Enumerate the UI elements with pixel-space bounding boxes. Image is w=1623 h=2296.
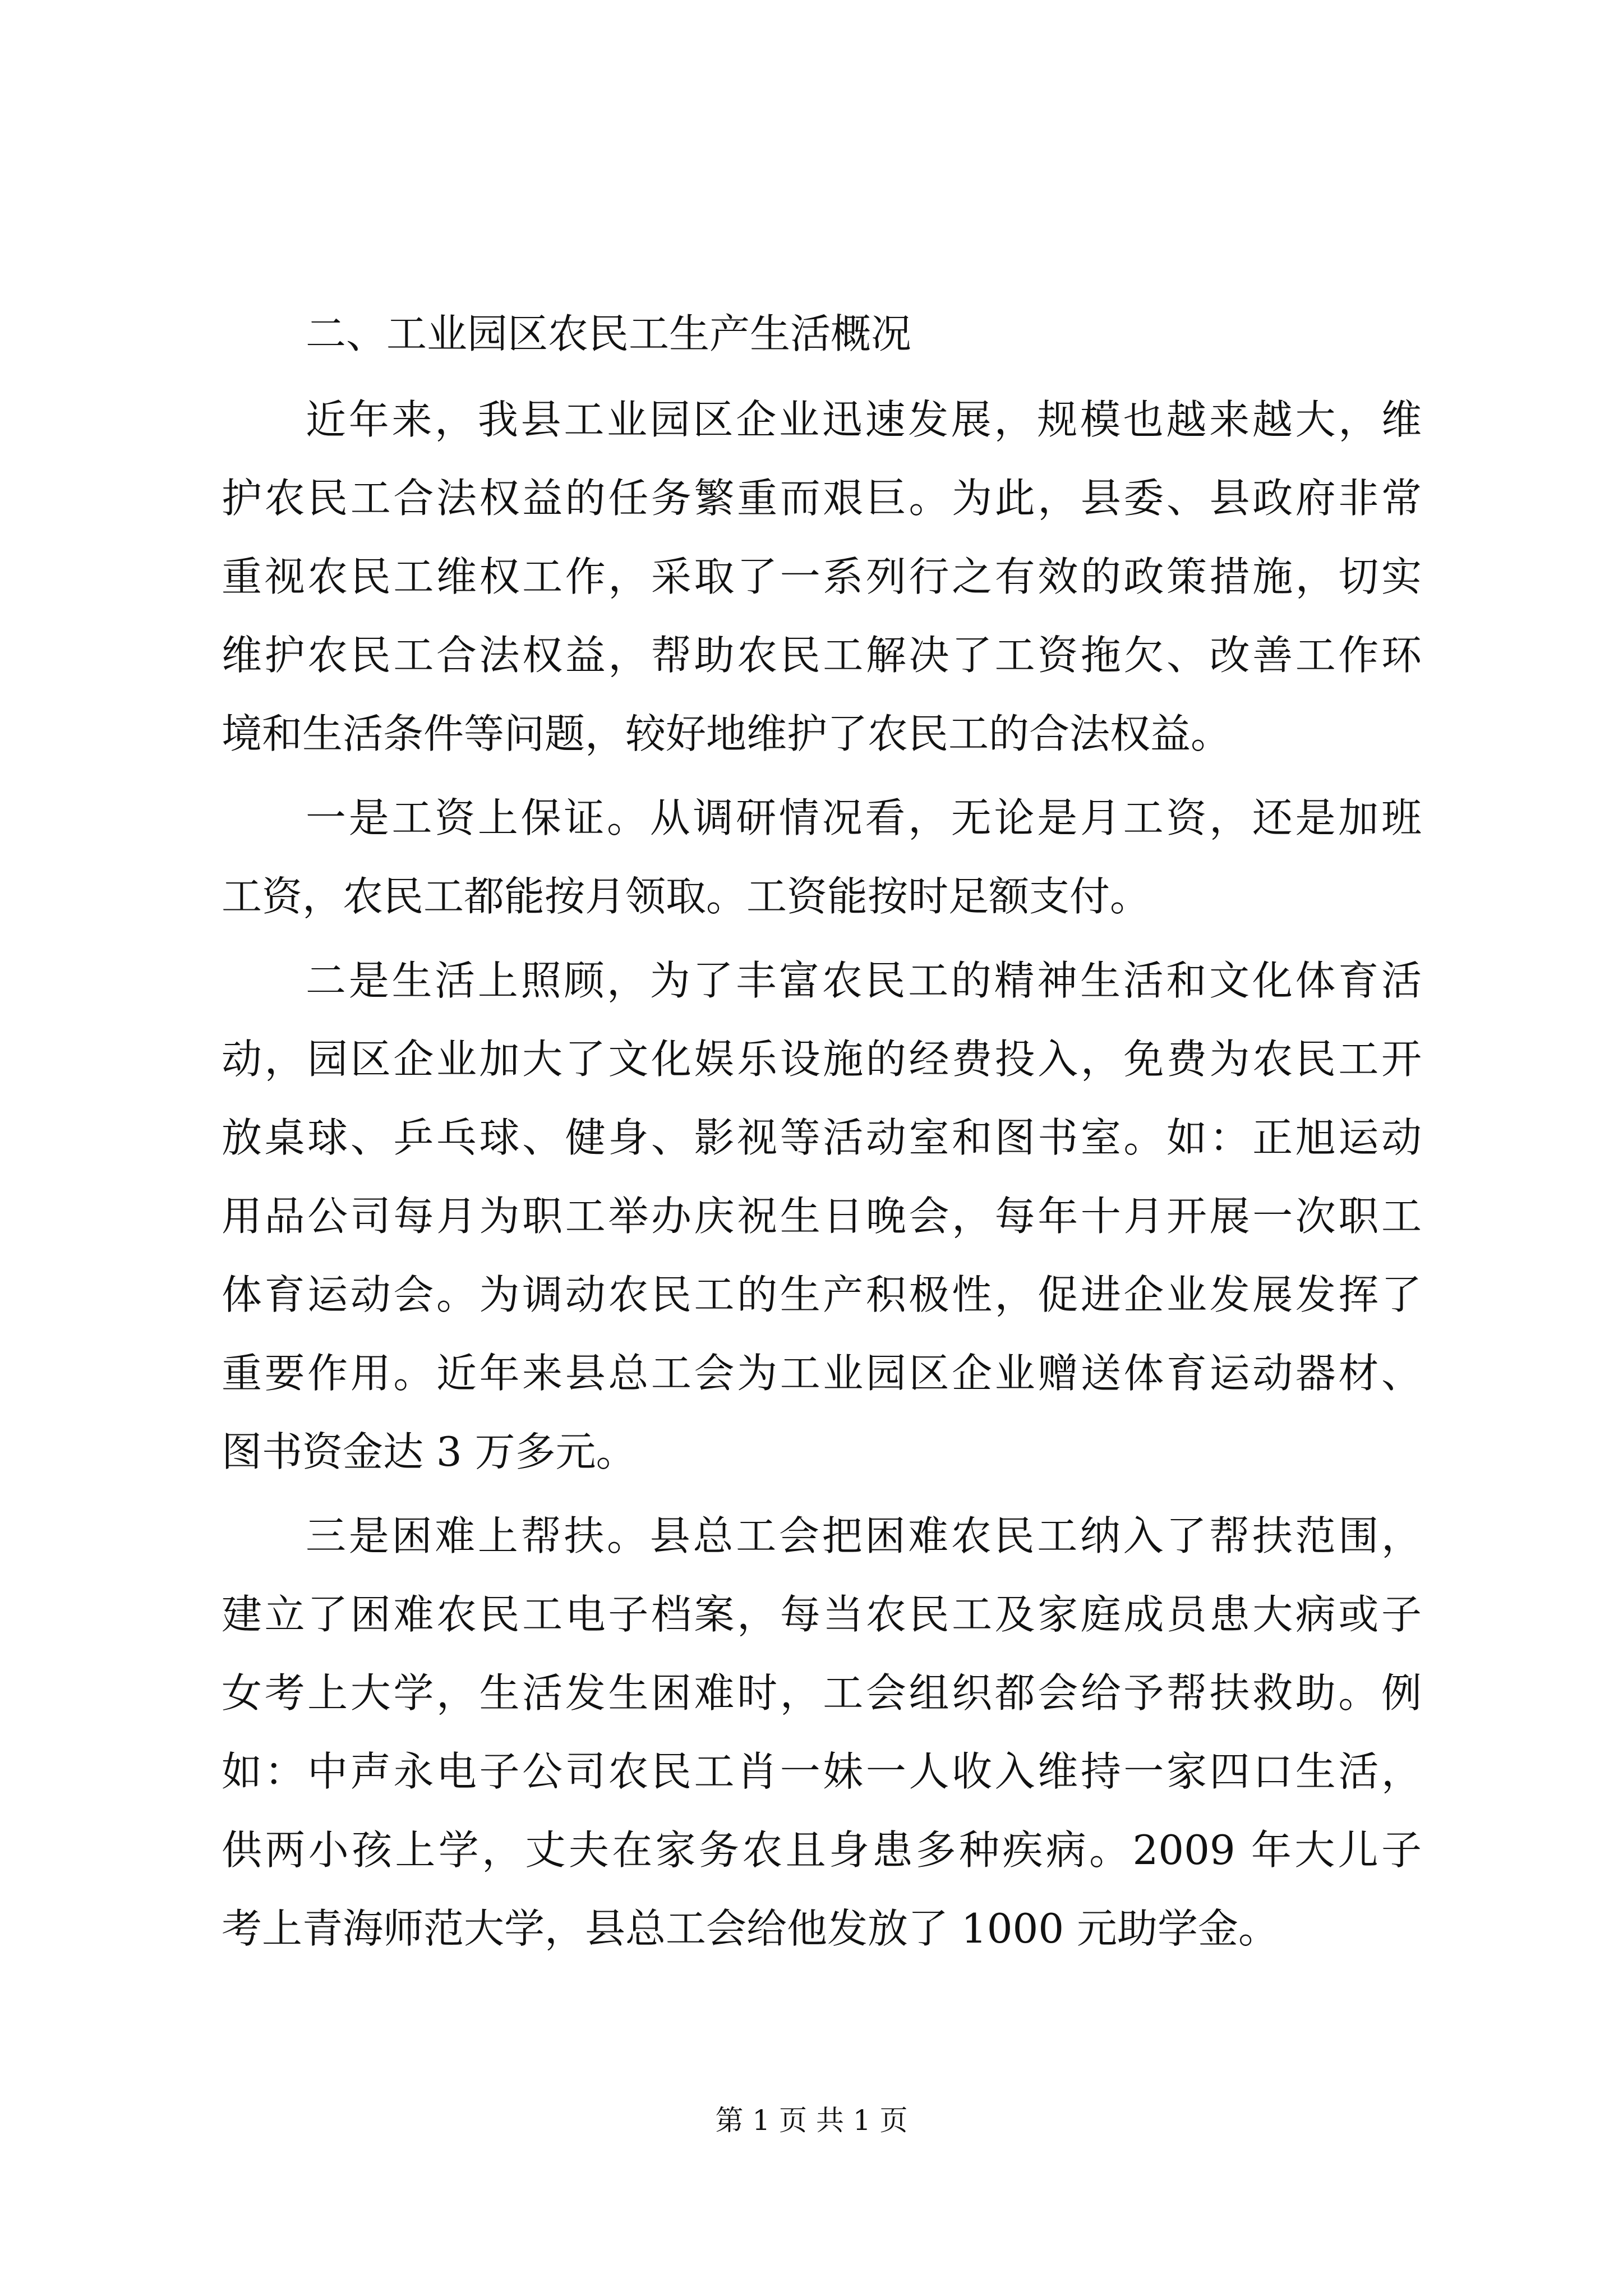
paragraph-4-line-5: 供两小孩上学，丈夫在家务农且身患多种疾病。2009 年大儿子 (222, 1826, 1422, 1874)
paragraph-3-line-4: 用品公司每月为职工举办庆祝生日晚会，每年十月开展一次职工 (222, 1193, 1422, 1240)
paragraph-1-line-2: 护农民工合法权益的任务繁重而艰巨。为此，县委、县政府非常 (222, 475, 1422, 522)
paragraph-1-line-5: 境和生活条件等问题，较好地维护了农民工的合法权益。 (222, 710, 1232, 757)
paragraph-3-line-2: 动，园区企业加大了文化娱乐设施的经费投入，免费为农民工开 (222, 1036, 1422, 1083)
paragraph-4-line-6: 考上青海师范大学，县总工会给他发放了 1000 元助学金。 (222, 1905, 1279, 1952)
paragraph-1-line-4: 维护农民工合法权益，帮助农民工解决了工资拖欠、改善工作环 (222, 632, 1422, 679)
paragraph-3-line-5: 体育运动会。为调动农民工的生产积极性，促进企业发展发挥了 (222, 1271, 1422, 1318)
paragraph-2-line-2: 工资，农民工都能按月领取。工资能按时足额支付。 (222, 873, 1151, 920)
paragraph-3-line-6: 重要作用。近年来县总工会为工业园区企业赠送体育运动器材、 (222, 1350, 1422, 1397)
paragraph-3-line-3: 放桌球、乒乓球、健身、影视等活动室和图书室。如：正旭运动 (222, 1114, 1422, 1161)
paragraph-1-line-1: 近年来，我县工业园区企业迅速发展，规模也越来越大，维 (306, 396, 1422, 443)
paragraph-2-line-1: 一是工资上保证。从调研情况看，无论是月工资，还是加班 (306, 794, 1422, 841)
paragraph-4-line-3: 女考上大学，生活发生困难时，工会组织都会给予帮扶救助。例 (222, 1669, 1422, 1717)
paragraph-1-line-3: 重视农民工维权工作，采取了一系列行之有效的政策措施，切实 (222, 553, 1422, 600)
section-heading: 二、工业园区农民工生产生活概况 (306, 310, 912, 357)
page-number-footer: 第 1 页 共 1 页 (715, 2104, 908, 2137)
paragraph-3-line-1: 二是生活上照顾，为了丰富农民工的精神生活和文化体育活 (306, 957, 1422, 1004)
paragraph-3-line-7: 图书资金达 3 万多元。 (222, 1428, 637, 1475)
paragraph-4-line-1: 三是困难上帮扶。县总工会把困难农民工纳入了帮扶范围， (306, 1512, 1422, 1559)
paragraph-4-line-4: 如：中声永电子公司农民工肖一妹一人收入维持一家四口生活， (222, 1748, 1422, 1795)
paragraph-4-line-2: 建立了困难农民工电子档案，每当农民工及家庭成员患大病或子 (222, 1591, 1422, 1638)
